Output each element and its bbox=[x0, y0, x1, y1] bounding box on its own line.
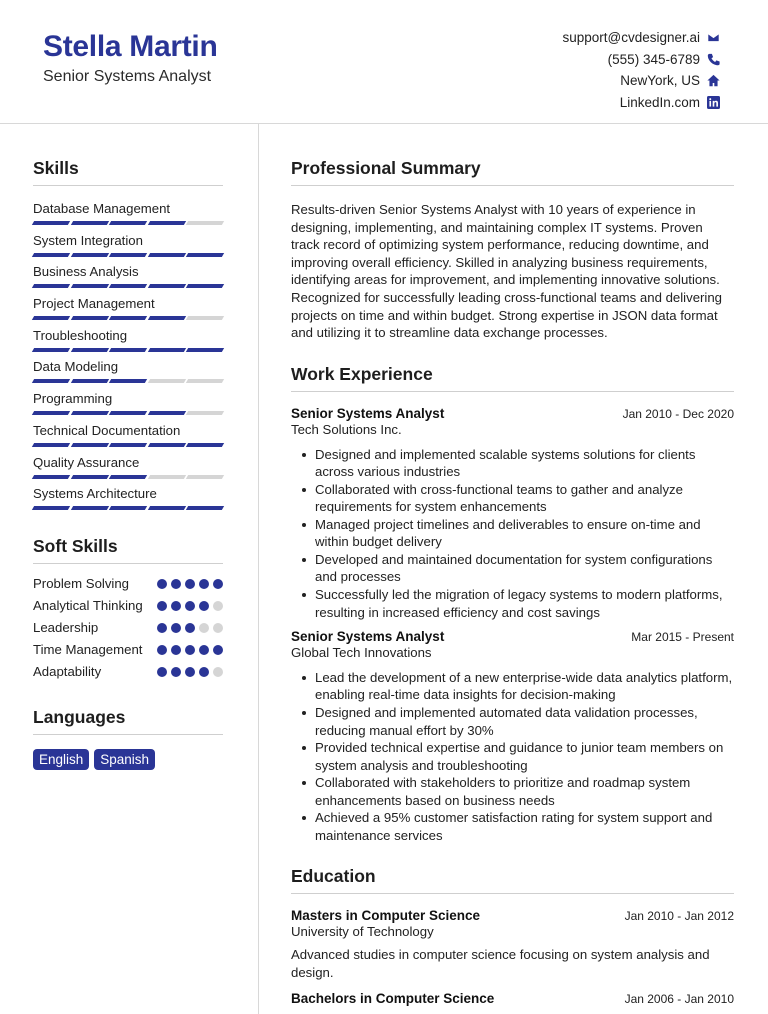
skill-level-segment bbox=[186, 379, 224, 383]
soft-skill-label: Problem Solving bbox=[33, 575, 130, 591]
skill-level-segment bbox=[186, 253, 224, 257]
contact-email[interactable] bbox=[562, 27, 720, 49]
rating-dot bbox=[171, 623, 181, 633]
contact-email-text[interactable]: support@cvdesigner.ai bbox=[562, 30, 700, 46]
jobs-list bbox=[291, 406, 734, 845]
envelope-icon bbox=[707, 31, 720, 44]
skill-item bbox=[33, 391, 223, 423]
bullet-item: Successfully led the migration of legacy systems to modern platforms, resulting in increased efficiency and cost savings bbox=[291, 586, 734, 621]
rating-dot bbox=[157, 645, 167, 655]
job-entry bbox=[291, 406, 734, 621]
education-degree: Masters in Computer Science bbox=[291, 908, 481, 924]
job-header bbox=[291, 406, 734, 421]
skill-level-segment bbox=[70, 253, 108, 257]
bullet-item: Provided technical expertise and guidance to junior team members on system analysis and troubleshooting bbox=[291, 739, 734, 774]
education-heading: Education bbox=[291, 866, 734, 894]
contact-phone[interactable] bbox=[562, 49, 720, 71]
languages-heading: Languages bbox=[33, 707, 223, 735]
job-bullets bbox=[291, 669, 734, 844]
skill-level-bar bbox=[33, 379, 223, 383]
soft-skill-label: Adaptability bbox=[33, 663, 102, 679]
skill-level-bar bbox=[33, 221, 223, 225]
sidebar bbox=[33, 124, 223, 770]
job-company: Global Tech Innovations bbox=[291, 645, 432, 660]
rating-dot bbox=[157, 667, 167, 677]
rating-dot bbox=[157, 623, 167, 633]
soft-skill-rating bbox=[157, 597, 223, 611]
skill-level-segment bbox=[147, 316, 185, 320]
skill-level-bar bbox=[33, 348, 223, 352]
skill-level-segment bbox=[32, 253, 70, 257]
job-header bbox=[291, 629, 734, 644]
skill-level-segment bbox=[109, 316, 147, 320]
skill-level-segment bbox=[70, 348, 108, 352]
skill-level-segment bbox=[109, 284, 147, 288]
rating-dot bbox=[199, 667, 209, 677]
skill-level-segment bbox=[186, 284, 224, 288]
soft-skill-item bbox=[33, 597, 223, 615]
rating-dot bbox=[157, 601, 167, 611]
rating-dot bbox=[185, 623, 195, 633]
rating-dot bbox=[171, 579, 181, 589]
education-school: University of Technology bbox=[291, 924, 434, 940]
education-header bbox=[291, 991, 734, 1006]
rating-dot bbox=[213, 579, 223, 589]
home-icon bbox=[707, 74, 720, 87]
skill-level-segment bbox=[147, 221, 185, 225]
education-entry bbox=[291, 991, 734, 1006]
skill-label: Business Analysis bbox=[33, 264, 139, 280]
skill-level-segment bbox=[186, 506, 224, 510]
skill-level-segment bbox=[147, 284, 185, 288]
soft-skill-rating bbox=[157, 575, 223, 589]
education-dates: Jan 2010 - Jan 2012 bbox=[624, 909, 734, 924]
skill-level-segment bbox=[147, 253, 185, 257]
language-tag: Spanish bbox=[94, 749, 155, 770]
resume-header bbox=[0, 0, 768, 124]
education-entry bbox=[291, 908, 734, 981]
skill-label: Project Management bbox=[33, 296, 155, 312]
education-description: Advanced studies in computer science focusing on system analysis and design. bbox=[291, 947, 710, 980]
education-header bbox=[291, 908, 734, 923]
soft-skill-item bbox=[33, 663, 223, 681]
skill-level-segment bbox=[109, 443, 147, 447]
job-company: Tech Solutions Inc. bbox=[291, 421, 402, 437]
job-entry bbox=[291, 629, 734, 844]
skills-heading: Skills bbox=[33, 158, 223, 186]
skill-level-bar bbox=[33, 443, 223, 447]
rating-dot bbox=[185, 667, 195, 677]
bullet-item: Achieved a 95% customer satisfaction rating for system support and maintenance services bbox=[291, 809, 734, 844]
skill-item bbox=[33, 455, 223, 487]
soft-skill-item bbox=[33, 575, 223, 593]
skill-level-segment bbox=[186, 316, 224, 320]
skill-level-segment bbox=[70, 284, 108, 288]
skill-item bbox=[33, 233, 223, 265]
bullet-item: Designed and implemented scalable systems solutions for clients across various industries bbox=[291, 446, 734, 481]
rating-dot bbox=[199, 623, 209, 633]
rating-dot bbox=[185, 579, 195, 589]
skill-label: Quality Assurance bbox=[33, 454, 140, 470]
skill-label: Programming bbox=[33, 391, 113, 407]
language-tag: English bbox=[33, 749, 89, 770]
rating-dot bbox=[199, 601, 209, 611]
candidate-title: Senior Systems Analyst bbox=[43, 68, 212, 85]
linkedin-icon bbox=[707, 96, 720, 109]
job-title: Senior Systems Analyst bbox=[291, 629, 445, 644]
skill-level-segment bbox=[70, 316, 108, 320]
bullet-item: Lead the development of a new enterprise-wide data analytics platform, enabling real-time data insights for decision-making bbox=[291, 669, 734, 704]
skill-level-segment bbox=[32, 348, 70, 352]
rating-dot bbox=[185, 601, 195, 611]
skill-level-segment bbox=[109, 379, 147, 383]
skill-level-segment bbox=[186, 475, 224, 479]
rating-dot bbox=[171, 601, 181, 611]
skill-level-segment bbox=[109, 348, 147, 352]
education-dates: Jan 2006 - Jan 2010 bbox=[624, 992, 734, 1007]
bullet-item: Designed and implemented automated data validation processes, reducing manual effort by 30% bbox=[291, 704, 734, 739]
skill-label: Database Management bbox=[33, 201, 171, 216]
skills-list bbox=[33, 201, 223, 518]
soft-skill-label: Time Management bbox=[33, 641, 143, 657]
rating-dot bbox=[213, 623, 223, 633]
contact-linkedin[interactable] bbox=[562, 92, 720, 114]
skill-level-segment bbox=[109, 253, 147, 257]
skill-level-segment bbox=[32, 475, 70, 479]
soft-skill-item bbox=[33, 619, 223, 637]
skill-level-segment bbox=[70, 221, 108, 225]
skill-level-segment bbox=[70, 443, 108, 447]
job-dates: Mar 2015 - Present bbox=[631, 630, 734, 644]
skill-item bbox=[33, 296, 223, 328]
skill-label: Systems Architecture bbox=[33, 486, 157, 502]
skill-level-segment bbox=[186, 348, 224, 352]
skill-level-segment bbox=[70, 379, 108, 383]
soft-skills-list bbox=[33, 575, 223, 681]
skill-level-bar bbox=[33, 316, 223, 320]
skill-level-segment bbox=[186, 411, 224, 415]
skill-label: Data Modeling bbox=[33, 359, 119, 375]
skill-item bbox=[33, 201, 223, 233]
skill-level-segment bbox=[147, 443, 185, 447]
skill-item bbox=[33, 359, 223, 391]
skill-level-segment bbox=[32, 284, 70, 288]
rating-dot bbox=[185, 645, 195, 655]
rating-dot bbox=[171, 667, 181, 677]
skill-level-segment bbox=[109, 475, 147, 479]
skill-level-segment bbox=[147, 475, 185, 479]
skill-level-bar bbox=[33, 411, 223, 415]
skill-level-segment bbox=[70, 475, 108, 479]
summary-text: Results-driven Senior Systems Analyst with 10 years of experience in designing, implementing, and maintaining complex IT systems. Proven track record of optimizing system performance, reducing downtime, and improving overall efficiency. Skilled in analyzing business requirements, identifying areas for improvement, and implementing innovative solutions. Recognized for successfully leading cross-functional teams and delivering projects on time and within budget. Strong expertise in JSON data format and utilizing it to streamline data exchange processes. bbox=[291, 202, 723, 341]
skill-level-segment bbox=[186, 443, 224, 447]
skill-level-bar bbox=[33, 253, 223, 257]
skill-level-segment bbox=[70, 506, 108, 510]
skill-level-segment bbox=[32, 411, 70, 415]
contact-location bbox=[562, 70, 720, 92]
skill-item bbox=[33, 328, 223, 360]
skill-label: Troubleshooting bbox=[33, 327, 128, 343]
skill-level-segment bbox=[32, 221, 70, 225]
skill-level-segment bbox=[109, 411, 147, 415]
education-list bbox=[291, 908, 734, 1006]
soft-skill-rating bbox=[157, 619, 223, 633]
main-content bbox=[291, 124, 734, 1006]
soft-skill-rating bbox=[157, 663, 223, 677]
contact-phone-text[interactable]: (555) 345-6789 bbox=[607, 51, 700, 67]
rating-dot bbox=[213, 667, 223, 677]
skill-item bbox=[33, 423, 223, 455]
skill-level-segment bbox=[147, 506, 185, 510]
job-bullets bbox=[291, 446, 734, 621]
soft-skill-rating bbox=[157, 641, 223, 655]
contact-location-text: NewYork, US bbox=[620, 73, 700, 89]
contact-list bbox=[562, 27, 720, 113]
rating-dot bbox=[213, 645, 223, 655]
rating-dot bbox=[213, 601, 223, 611]
job-dates: Jan 2010 - Dec 2020 bbox=[622, 406, 734, 421]
skill-level-segment bbox=[147, 379, 185, 383]
skill-item bbox=[33, 486, 223, 518]
rating-dot bbox=[199, 645, 209, 655]
rating-dot bbox=[157, 579, 167, 589]
education-degree: Bachelors in Computer Science bbox=[291, 991, 495, 1007]
contact-linkedin-text[interactable]: LinkedIn.com bbox=[619, 94, 700, 110]
skill-level-segment bbox=[32, 379, 70, 383]
rating-dot bbox=[199, 579, 209, 589]
skill-level-segment bbox=[147, 348, 185, 352]
phone-icon bbox=[707, 53, 720, 66]
bullet-item: Developed and maintained documentation for system configurations and processes bbox=[291, 551, 734, 586]
rating-dot bbox=[171, 645, 181, 655]
soft-skill-label: Leadership bbox=[33, 619, 99, 635]
skill-level-bar bbox=[33, 284, 223, 288]
skill-level-segment bbox=[32, 506, 70, 510]
soft-skill-label: Analytical Thinking bbox=[33, 597, 143, 613]
skill-level-segment bbox=[70, 411, 108, 415]
skill-label: System Integration bbox=[33, 232, 143, 248]
languages-list bbox=[33, 749, 223, 770]
candidate-name: Stella Martin bbox=[43, 30, 218, 63]
summary-heading: Professional Summary bbox=[291, 158, 734, 186]
soft-skills-heading: Soft Skills bbox=[33, 536, 223, 564]
skill-level-segment bbox=[32, 316, 70, 320]
soft-skill-item bbox=[33, 641, 223, 659]
skill-level-segment bbox=[186, 221, 224, 225]
skill-level-segment bbox=[32, 443, 70, 447]
job-title: Senior Systems Analyst bbox=[291, 405, 445, 421]
skill-level-bar bbox=[33, 475, 223, 479]
skill-level-segment bbox=[109, 506, 147, 510]
experience-heading: Work Experience bbox=[291, 364, 734, 392]
skill-level-bar bbox=[33, 506, 223, 510]
bullet-item: Collaborated with stakeholders to prioritize and roadmap system enhancements based on business needs bbox=[291, 774, 734, 809]
skill-label: Technical Documentation bbox=[33, 422, 181, 438]
bullet-item: Managed project timelines and deliverables to ensure on-time and within budget delivery bbox=[291, 516, 734, 551]
skill-level-segment bbox=[109, 221, 147, 225]
bullet-item: Collaborated with cross-functional teams to gather and analyze requirements for system enhancements bbox=[291, 481, 734, 516]
skill-item bbox=[33, 264, 223, 296]
column-divider bbox=[258, 124, 259, 1014]
skill-level-segment bbox=[147, 411, 185, 415]
